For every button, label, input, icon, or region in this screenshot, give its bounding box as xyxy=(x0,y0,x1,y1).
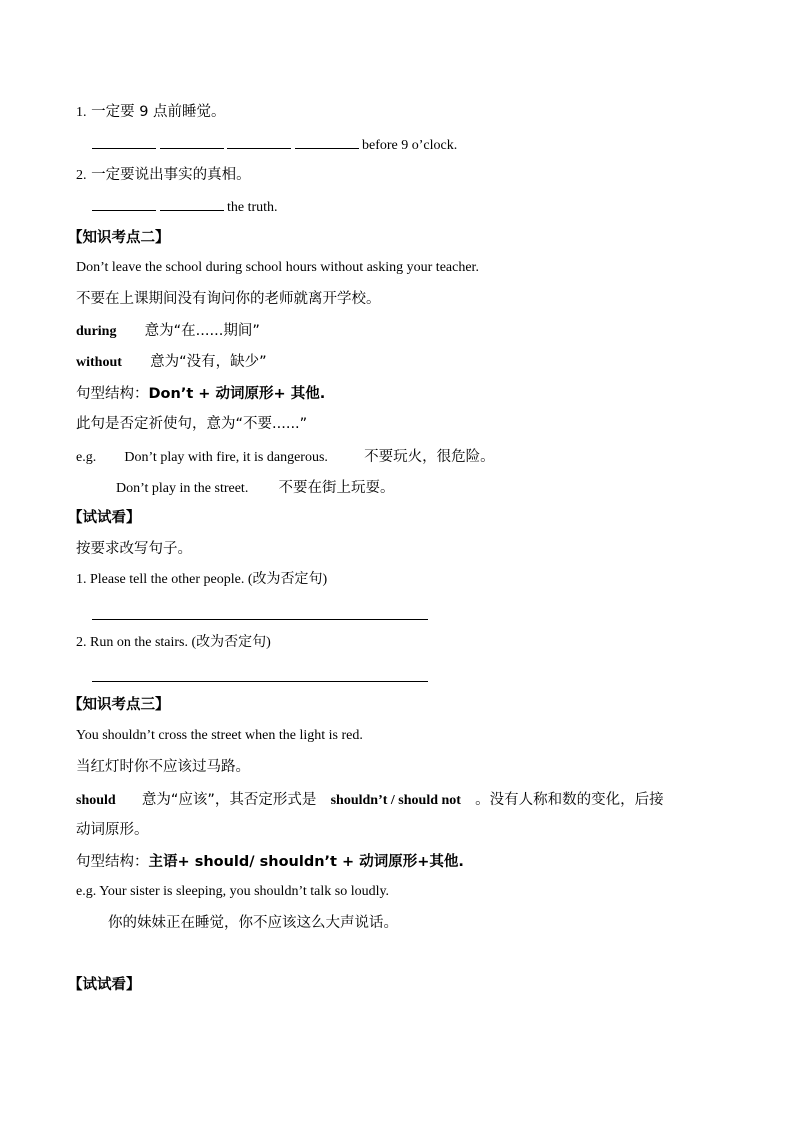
section-heading-try-2: 【试试看】 xyxy=(68,977,141,993)
exercise-item-2: 2. Run on the stairs. (改为否定句) xyxy=(76,635,271,650)
blank-field[interactable] xyxy=(92,196,156,211)
pattern-formula: 主语+ should/ shouldn’t + 动词原形+其他. xyxy=(148,854,464,870)
example-1 xyxy=(76,446,495,468)
exercise-instruction: 按要求改写句子。 xyxy=(76,541,192,557)
example-sentence-cn: 当红灯时你不应该过马路。 xyxy=(76,759,250,775)
question-1 xyxy=(76,102,226,123)
question-text: 一定要说出事实的真相。 xyxy=(91,167,251,183)
pattern-note: 此句是否定祈使句，意为“不要......” xyxy=(76,416,308,432)
vocab-meaning: 意为“在......期间” xyxy=(144,323,260,339)
question-text: 一定要 9 点前睡觉。 xyxy=(91,104,226,120)
example-cn: 你的妹妹正在睡觉，你不应该这么大声说话。 xyxy=(108,915,398,931)
question-2 xyxy=(76,165,251,186)
example-cn: 不要玩火，很危险。 xyxy=(364,449,495,465)
vocab-should xyxy=(76,789,664,811)
question-number: 1. xyxy=(76,105,87,120)
blank-field[interactable] xyxy=(227,134,291,149)
answer-tail: before 9 o’clock. xyxy=(362,138,458,153)
vocab-word: should xyxy=(76,793,116,808)
example-2 xyxy=(116,477,395,499)
answer-line-2 xyxy=(92,196,278,218)
vocab-during xyxy=(76,320,260,342)
example-en: Don’t play in the street. xyxy=(116,481,249,496)
blank-field[interactable] xyxy=(160,196,224,211)
pattern-formula: Don’t + 动词原形+ 其他. xyxy=(148,386,326,402)
example-sentence-en: Don’t leave the school during school hours without asking your teacher. xyxy=(76,260,479,275)
eg-label: e.g. xyxy=(76,450,97,465)
answer-tail: the truth. xyxy=(227,200,278,215)
sentence-pattern xyxy=(76,851,464,872)
vocab-meaning: 意为“没有，缺少” xyxy=(150,354,267,370)
pattern-label: 句型结构： xyxy=(76,386,149,402)
section-heading-try-1: 【试试看】 xyxy=(68,510,141,526)
vocab-word: during xyxy=(76,324,117,339)
vocab-word: without xyxy=(76,355,122,370)
example-sentence-cn: 不要在上课期间没有询问你的老师就离开学校。 xyxy=(76,291,381,307)
example-cn: 不要在街上玩耍。 xyxy=(278,480,395,496)
vocab-meaning-cont: 。没有人称和数的变化，后接 xyxy=(475,792,664,808)
exercise-item-1: 1. Please tell the other people. (改为否定句) xyxy=(76,572,328,587)
pattern-label: 句型结构： xyxy=(76,854,149,870)
section-heading-point-2: 【知识考点二】 xyxy=(68,230,170,246)
section-heading-point-3: 【知识考点三】 xyxy=(68,697,170,713)
question-number: 2. xyxy=(76,168,87,183)
blank-field[interactable] xyxy=(92,134,156,149)
answer-line-1 xyxy=(92,134,457,156)
example-en: Don’t play with fire, it is dangerous. xyxy=(124,450,328,465)
example-en: e.g. Your sister is sleeping, you shouldn’t talk so loudly. xyxy=(76,884,390,899)
answer-line[interactable] xyxy=(92,619,428,620)
negative-form: shouldn’t / should not xyxy=(330,793,461,808)
blank-field[interactable] xyxy=(295,134,359,149)
sentence-pattern xyxy=(76,383,325,404)
blank-field[interactable] xyxy=(160,134,224,149)
answer-line[interactable] xyxy=(92,681,428,682)
vocab-meaning-wrap: 动词原形。 xyxy=(76,822,149,838)
example-sentence-en: You shouldn’t cross the street when the light is red. xyxy=(76,728,363,743)
vocab-meaning: 意为“应该”，其否定形式是 xyxy=(141,792,317,808)
vocab-without xyxy=(76,351,267,373)
